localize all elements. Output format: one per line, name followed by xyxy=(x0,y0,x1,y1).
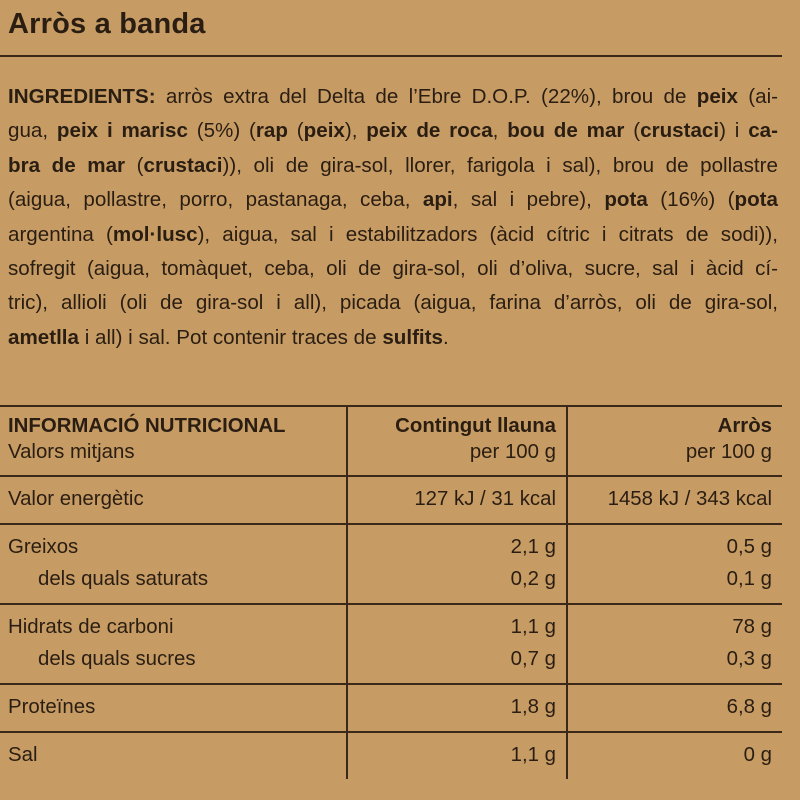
table-row-fat xyxy=(0,524,782,604)
header-col-label xyxy=(0,407,347,476)
ingredients-line xyxy=(8,183,778,217)
ingredient-text: . xyxy=(442,325,449,349)
allergen-text: peix xyxy=(696,85,738,108)
allergen-text: pota xyxy=(604,188,648,212)
carbs-label-cell xyxy=(0,604,347,684)
table-row-carbs xyxy=(0,604,782,684)
ingredient-text: )), oli de gira-sol, llorer, farigola i sal), brou de pollastre xyxy=(222,153,778,177)
allergen-text: peix de roca xyxy=(366,119,493,143)
ingredients-line xyxy=(8,149,778,183)
energy-label: Valor energètic xyxy=(0,476,347,524)
protein-rice-value: 6,8 g xyxy=(567,684,782,732)
protein-can-value: 1,8 g xyxy=(347,684,567,732)
table-row-energy xyxy=(0,476,782,524)
saturated-rice-value: 0,1 g xyxy=(726,568,772,590)
average-values-label: Valors mitjans xyxy=(8,441,135,463)
header-col-rice xyxy=(567,407,782,476)
carbs-label: Hidrats de carboni xyxy=(8,616,174,638)
ingredient-text: , sal i pebre), xyxy=(452,188,605,212)
fat-rice-value: 0,5 g xyxy=(726,536,772,558)
saturated-can-value: 0,2 g xyxy=(510,568,556,590)
ingredient-text: gua, xyxy=(8,119,57,143)
ingredient-text: sofregit (aigua, tomàquet, ceba, oli de gira-sol, oli d’oliva, sucre, sal i àcid cí- xyxy=(8,257,778,281)
carbs-rice-value: 78 g xyxy=(732,616,772,638)
allergen-text: peix xyxy=(303,119,345,143)
energy-rice-value: 1458 kJ / 343 kcal xyxy=(567,476,782,524)
ingredient-text: ( xyxy=(125,153,144,177)
table-row-protein xyxy=(0,684,782,732)
fat-label-cell xyxy=(0,524,347,604)
fat-can-value: 2,1 g xyxy=(510,536,556,558)
ingredient-text: tric), allioli (oli de gira-sol i all), picada (aigua, farina d’arròs, oli de gira-sol, xyxy=(8,291,778,315)
ingredient-text: , xyxy=(492,119,508,143)
ingredient-text: arròs extra del Delta de l’Ebre D.O.P. (22%), brou de xyxy=(155,85,697,108)
rice-per-100g-label: per 100 g xyxy=(685,441,772,463)
protein-label: Proteïnes xyxy=(0,684,347,732)
ingredient-text: argentina ( xyxy=(8,222,113,246)
sugars-rice-value: 0,3 g xyxy=(726,648,772,670)
sugars-label: dels quals sucres xyxy=(38,648,196,670)
fat-label: Greixos xyxy=(8,536,79,558)
carbs-rice-cell xyxy=(567,604,782,684)
header-col-can xyxy=(347,407,567,476)
allergen-text: crustaci xyxy=(143,153,223,177)
allergen-text: ca- xyxy=(748,119,778,143)
rice-heading: Arròs xyxy=(717,415,772,437)
ingredient-text: (aigua, pollastre, porro, pastanaga, ceba, xyxy=(8,188,423,212)
carbs-can-value: 1,1 g xyxy=(510,616,556,638)
allergen-text: peix i marisc xyxy=(56,119,188,143)
ingredients-line xyxy=(8,252,778,286)
ingredient-text: ( xyxy=(287,119,304,143)
sugars-can-value: 0,7 g xyxy=(510,648,556,670)
table-header-row xyxy=(0,407,782,476)
energy-can-value: 127 kJ / 31 kcal xyxy=(347,476,567,524)
ingredients-line xyxy=(8,218,778,252)
nutrition-table xyxy=(0,405,782,779)
fat-rice-cell xyxy=(567,524,782,604)
allergen-text: sulfits xyxy=(382,325,443,349)
ingredient-text: (16%) ( xyxy=(647,188,735,212)
title-divider xyxy=(0,55,782,57)
ingredient-text: ), aigua, sal i estabilitzadors (àcid cítric i citrats de sodi)), xyxy=(197,222,778,246)
ingredients-line xyxy=(8,80,778,114)
carbs-can-cell xyxy=(347,604,567,684)
salt-label: Sal xyxy=(8,744,38,766)
allergen-text: bou de mar xyxy=(507,119,625,143)
ingredient-text: i all) i sal. Pot contenir traces de xyxy=(78,325,383,349)
table-row-salt xyxy=(0,732,782,779)
allergen-text: rap xyxy=(255,119,288,143)
ingredient-text: ) i xyxy=(719,119,749,143)
allergen-text: bra de mar xyxy=(8,153,126,177)
allergen-text: ametlla xyxy=(8,325,79,349)
nutrition-heading: INFORMACIÓ NUTRICIONAL xyxy=(8,415,286,437)
allergen-text: mol·lusc xyxy=(112,222,198,246)
ingredient-text: (ai- xyxy=(737,85,779,108)
can-per-100g-label: per 100 g xyxy=(469,441,556,463)
salt-rice-value: 0 g xyxy=(567,732,782,779)
ingredients-line xyxy=(8,286,778,320)
saturated-label: dels quals saturats xyxy=(38,568,209,590)
ingredient-text: (5%) ( xyxy=(187,119,256,143)
ingredient-text: ), xyxy=(344,119,367,143)
ingredients-line xyxy=(8,114,778,148)
salt-can-value: 1,1 g xyxy=(347,732,567,779)
ingredient-text: ( xyxy=(624,119,641,143)
fat-can-cell xyxy=(347,524,567,604)
allergen-text: pota xyxy=(734,188,778,212)
can-content-heading: Contingut llauna xyxy=(395,415,556,437)
allergen-text: crustaci xyxy=(640,119,720,143)
allergen-text: INGREDIENTS: xyxy=(8,85,156,108)
ingredients-text xyxy=(8,80,778,355)
allergen-text: api xyxy=(422,188,453,212)
product-title: Arròs a banda xyxy=(8,8,206,40)
ingredients-line xyxy=(8,321,778,355)
